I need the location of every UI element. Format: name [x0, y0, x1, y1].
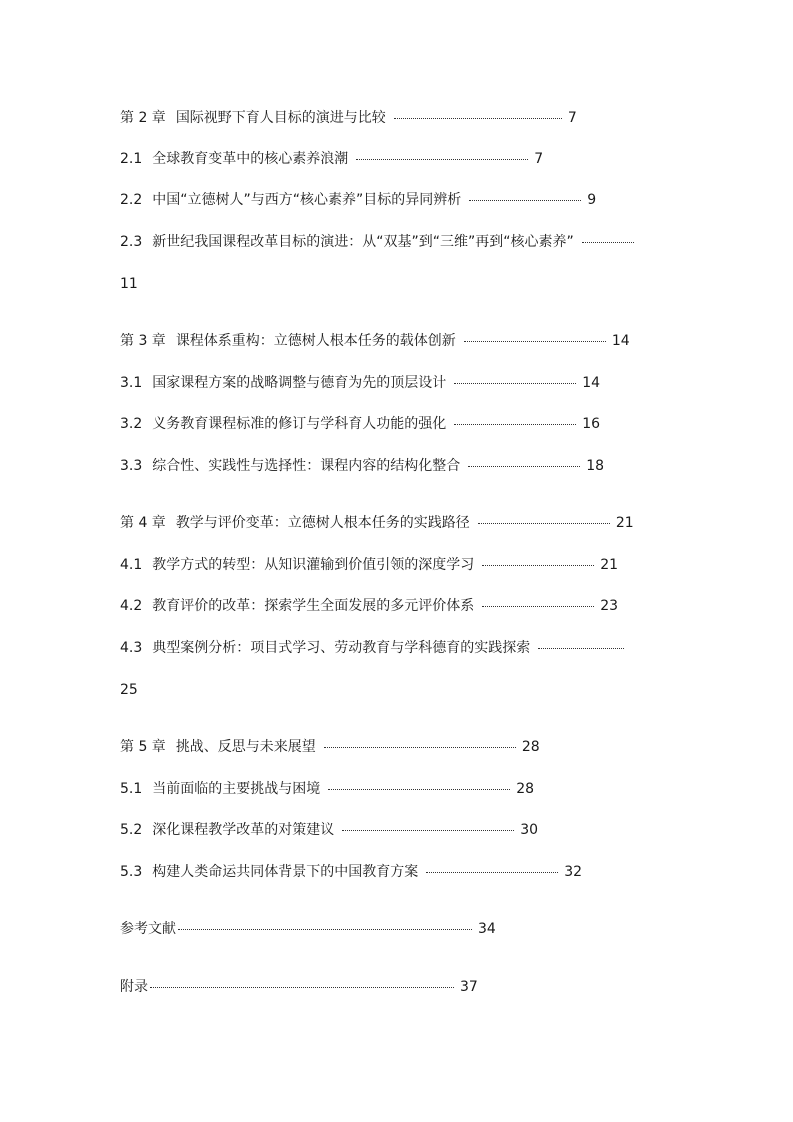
dot-leader — [468, 465, 580, 467]
toc-chapter-5[interactable] — [120, 735, 540, 759]
dot-leader — [482, 564, 594, 566]
page-number: 14 — [582, 375, 601, 391]
section-number: 3.1 — [120, 375, 143, 391]
chapter-number: 第 5 章 — [120, 739, 166, 755]
section-number: 3.2 — [120, 416, 143, 432]
section-title: 典型案例分析：项目式学习、劳动教育与学科德育的实践探索 — [152, 640, 531, 656]
page-number: 34 — [478, 921, 496, 937]
page-number: 21 — [600, 557, 619, 573]
section-title: 教育评价的改革：探索学生全面发展的多元评价体系 — [152, 598, 475, 614]
page-number: 7 — [567, 110, 577, 126]
dot-leader — [454, 423, 576, 425]
section-number: 2.1 — [120, 151, 143, 167]
toc-appendix[interactable] — [120, 975, 478, 999]
section-title: 综合性、实践性与选择性：课程内容的结构化整合 — [152, 458, 461, 474]
page-number: 28 — [516, 781, 535, 797]
page-number: 28 — [521, 739, 540, 755]
section-number: 5.2 — [120, 822, 143, 838]
toc-chapter-4[interactable] — [120, 511, 634, 535]
dot-leader — [454, 382, 576, 384]
section-number: 5.1 — [120, 781, 143, 797]
chapter-number: 第 3 章 — [120, 333, 166, 349]
chapter-number: 第 4 章 — [120, 515, 166, 531]
dot-leader — [426, 871, 558, 873]
section-number: 4.3 — [120, 640, 143, 656]
page-number: 21 — [615, 515, 634, 531]
section-number: 5.3 — [120, 864, 143, 880]
dot-leader — [178, 928, 472, 930]
toc-chapter-2[interactable] — [120, 106, 577, 130]
page-number: 7 — [534, 151, 544, 167]
chapter-number: 第 2 章 — [120, 110, 166, 126]
dot-leader — [582, 241, 634, 243]
dot-leader — [324, 746, 516, 748]
dot-leader — [482, 605, 594, 607]
section-number: 4.2 — [120, 598, 143, 614]
page-number-wrapped: 25 — [120, 682, 138, 698]
page-number-wrapped: 11 — [120, 276, 138, 292]
dot-leader — [469, 199, 581, 201]
section-title: 深化课程教学改革的对策建议 — [152, 822, 335, 838]
page-number: 23 — [600, 598, 619, 614]
toc-section-4-2[interactable] — [120, 594, 618, 618]
dot-leader — [150, 986, 454, 988]
section-number: 4.1 — [120, 557, 143, 573]
section-title: 中国“立德树人”与西方“核心素养”目标的异同辨析 — [152, 192, 462, 208]
dot-leader — [328, 788, 510, 790]
toc-section-2-3[interactable] — [120, 230, 640, 254]
section-number: 2.2 — [120, 192, 143, 208]
toc-section-2-2[interactable] — [120, 188, 596, 212]
dot-leader — [394, 117, 562, 119]
section-number: 2.3 — [120, 234, 143, 250]
toc-section-4-3[interactable] — [120, 636, 630, 660]
references-title: 参考文献 — [120, 921, 176, 937]
dot-leader — [342, 829, 514, 831]
page-number: 14 — [611, 333, 630, 349]
section-number: 3.3 — [120, 458, 143, 474]
toc-section-5-2[interactable] — [120, 818, 538, 842]
appendix-title: 附录 — [120, 979, 148, 995]
page-number: 9 — [587, 192, 597, 208]
toc-section-2-1[interactable] — [120, 147, 543, 171]
section-title: 构建人类命运共同体背景下的中国教育方案 — [152, 864, 419, 880]
page-number: 16 — [582, 416, 601, 432]
toc-section-3-1[interactable] — [120, 371, 600, 395]
toc-section-3-3[interactable] — [120, 454, 604, 478]
chapter-title: 挑战、反思与未来展望 — [175, 739, 316, 755]
dot-leader — [478, 522, 610, 524]
chapter-title: 课程体系重构：立德树人根本任务的载体创新 — [175, 333, 456, 349]
section-title: 全球教育变革中的核心素养浪潮 — [152, 151, 349, 167]
dot-leader — [356, 158, 528, 160]
toc-references[interactable] — [120, 917, 496, 941]
section-title: 义务教育课程标准的修订与学科育人功能的强化 — [152, 416, 447, 432]
toc-section-4-1[interactable] — [120, 553, 618, 577]
section-title: 新世纪我国课程改革目标的演进：从“双基”到“三维”再到“核心素养” — [152, 234, 574, 250]
dot-leader — [464, 340, 606, 342]
section-title: 当前面临的主要挑战与困境 — [152, 781, 321, 797]
section-title: 国家课程方案的战略调整与德育为先的顶层设计 — [152, 375, 447, 391]
page-number: 37 — [460, 979, 478, 995]
page-number: 32 — [564, 864, 583, 880]
chapter-title: 教学与评价变革：立德树人根本任务的实践路径 — [175, 515, 470, 531]
chapter-title: 国际视野下育人目标的演进与比较 — [175, 110, 386, 126]
toc-section-5-1[interactable] — [120, 777, 534, 801]
toc-chapter-3[interactable] — [120, 329, 630, 353]
toc-section-5-3[interactable] — [120, 860, 582, 884]
page-number: 18 — [586, 458, 605, 474]
section-title: 教学方式的转型：从知识灌输到价值引领的深度学习 — [152, 557, 475, 573]
page-number: 30 — [520, 822, 539, 838]
dot-leader — [538, 647, 624, 649]
toc-section-3-2[interactable] — [120, 412, 600, 436]
